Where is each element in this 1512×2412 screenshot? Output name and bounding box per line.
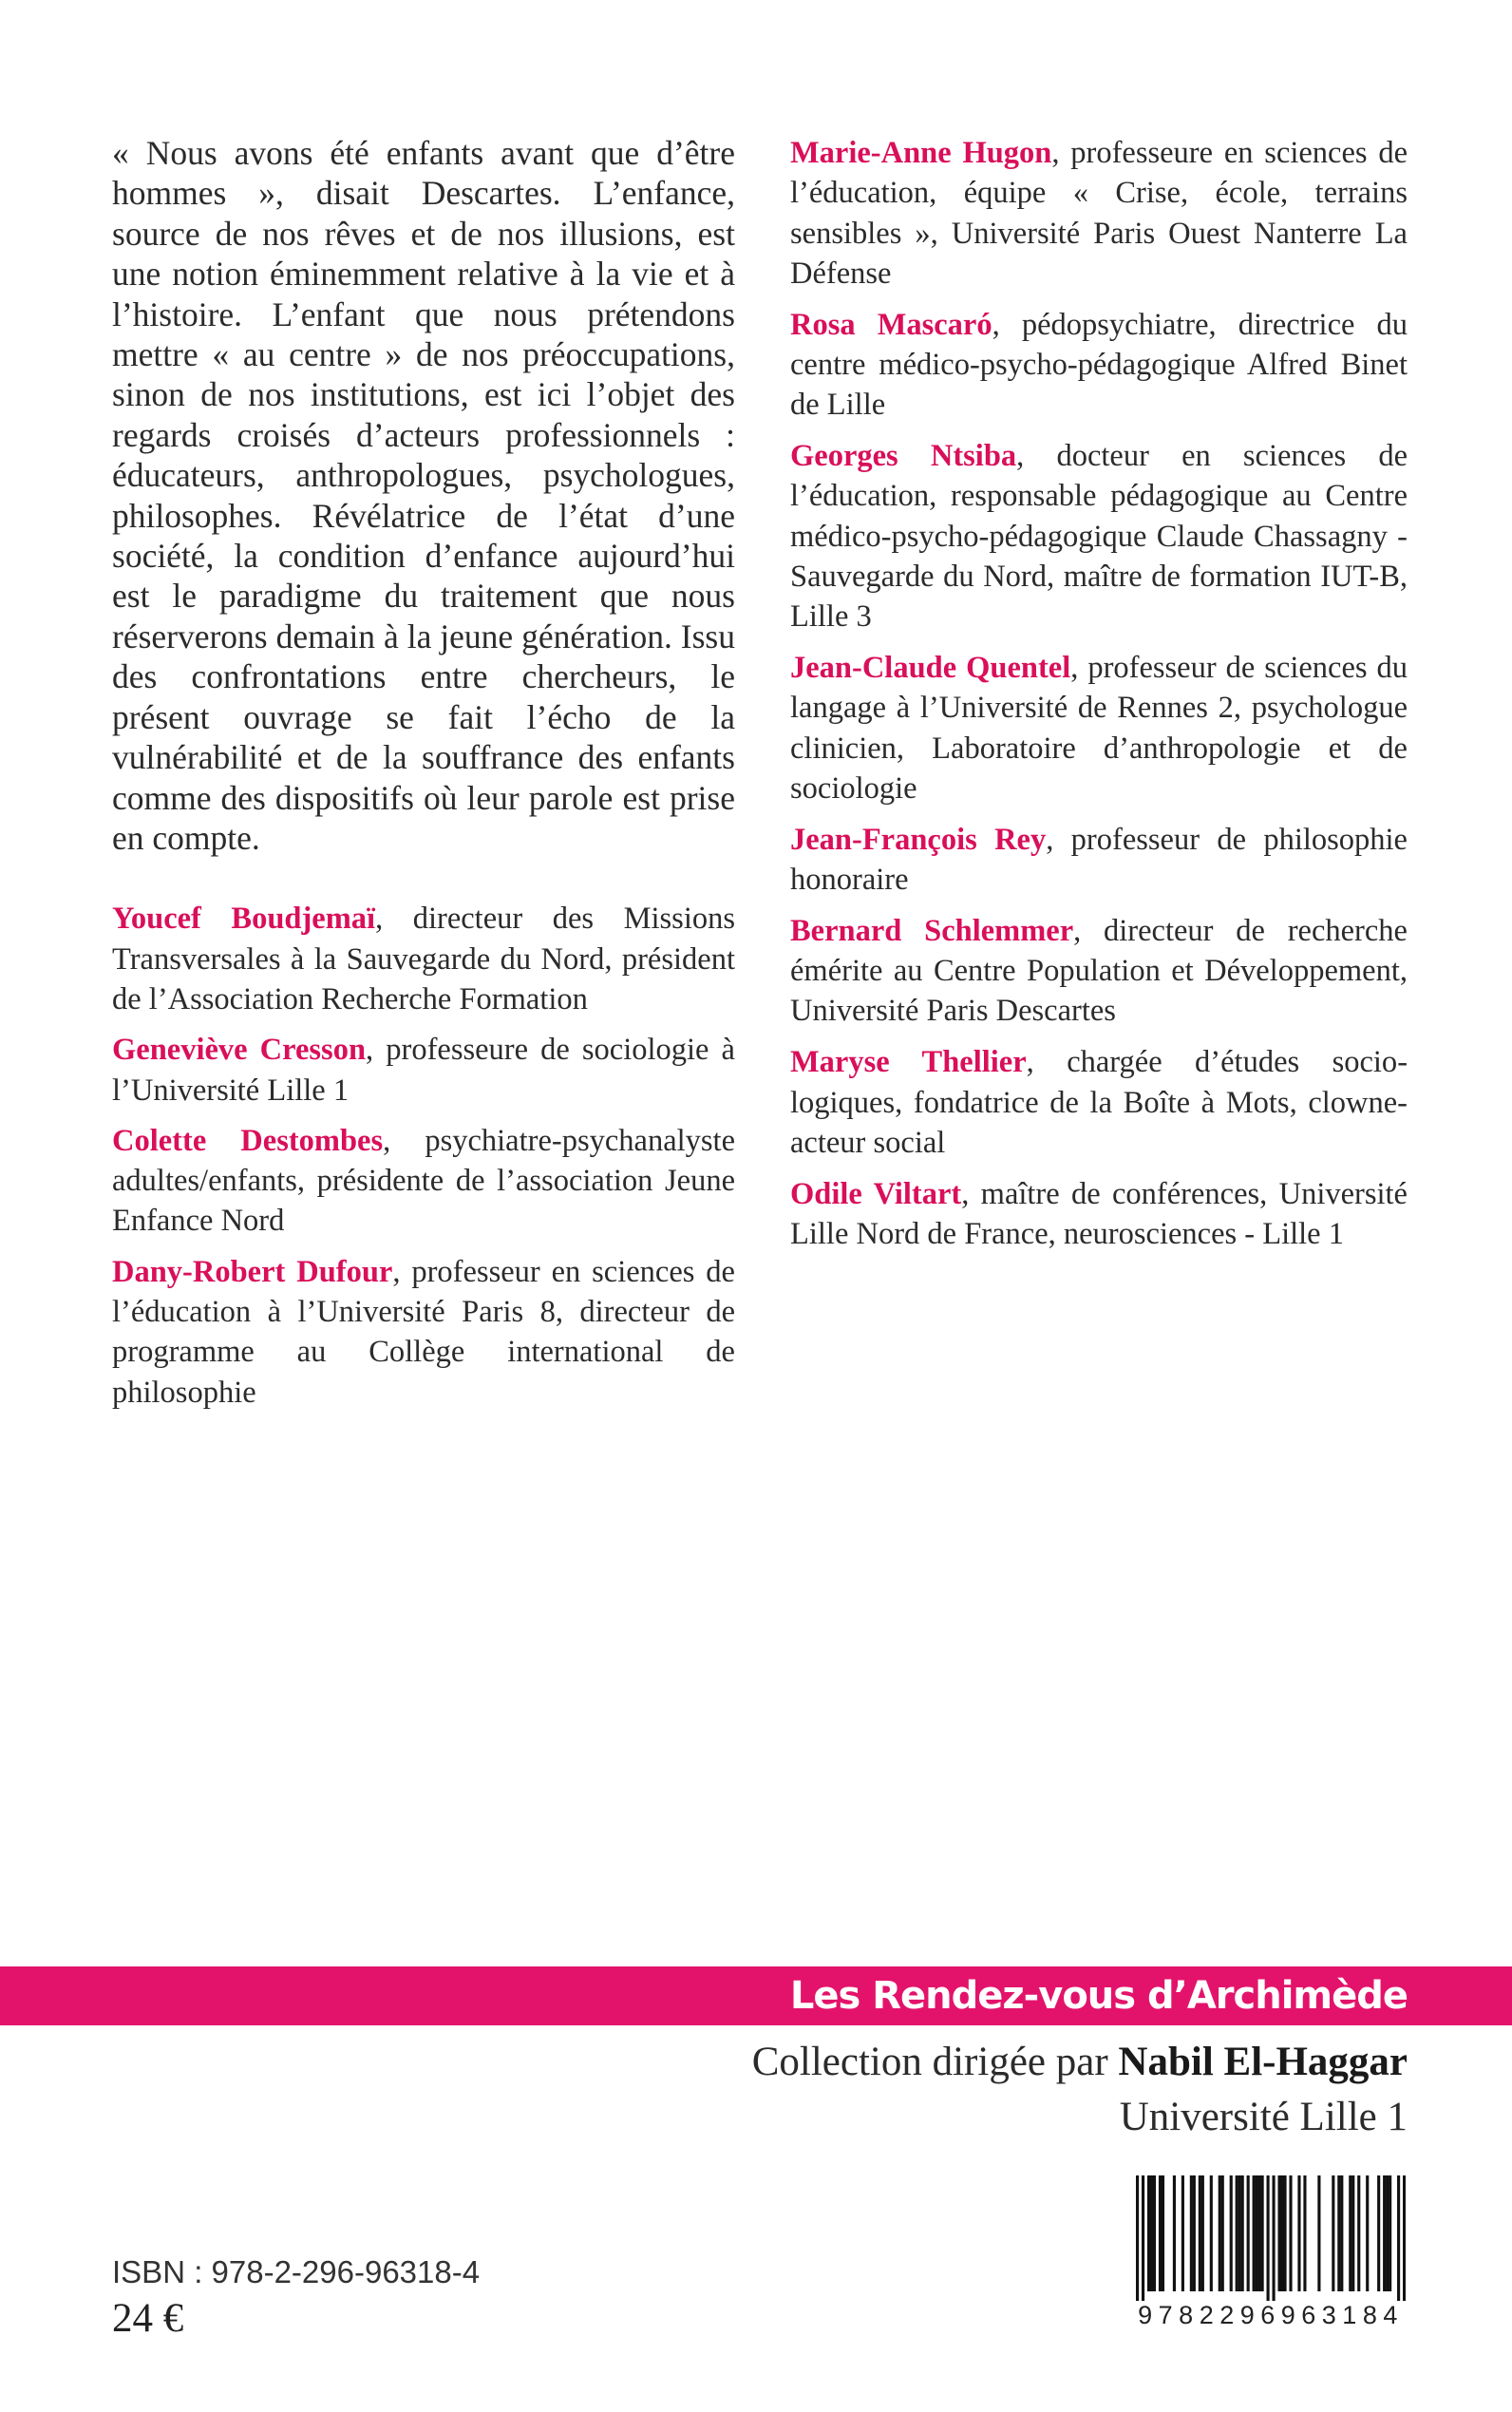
author-name: Bernard Schlemmer	[790, 913, 1074, 948]
barcode-bar	[1241, 2175, 1244, 2291]
series-banner	[0, 1966, 1512, 2025]
right-column	[790, 133, 1408, 1265]
author-entry	[112, 1252, 735, 1413]
barcode-bar	[1297, 2175, 1300, 2291]
barcode-bar	[1337, 2175, 1340, 2291]
barcode-bar	[1261, 2175, 1264, 2291]
author-description: , professeure en sciences de l’éducation, équipe « Crise, école, terrains sensibles », Université Paris Ouest Nanterre La Défense	[790, 136, 1408, 291]
author-entry	[790, 820, 1408, 901]
barcode-bar	[1210, 2175, 1213, 2291]
barcode-bar	[1142, 2175, 1144, 2301]
price-text: 24 €	[112, 2296, 184, 2341]
author-entry	[790, 1042, 1408, 1163]
author-entry	[790, 133, 1408, 294]
author-description: , maître de conférences, Université Lille Nord de France, neurosciences - Lille 1	[790, 1176, 1408, 1251]
barcode-bar	[1136, 2175, 1139, 2301]
barcode-bar	[1153, 2175, 1156, 2291]
barcode-bar	[1230, 2175, 1233, 2291]
author-description: , chargée d’études sociologiques, fondatrice de la Boîte à Mots, clowne-acteur social	[790, 1045, 1408, 1160]
barcode-bar	[1247, 2175, 1250, 2291]
barcode-bar	[1403, 2175, 1406, 2301]
barcode-bar	[1317, 2175, 1320, 2291]
author-entry	[790, 436, 1408, 636]
barcode-bar	[1332, 2175, 1334, 2291]
barcode-bar	[1280, 2175, 1283, 2291]
author-name: Georges Ntsiba	[790, 439, 1017, 474]
barcode-bar	[1219, 2175, 1221, 2291]
barcode-bar	[1253, 2175, 1256, 2291]
author-name: Jean-François Rey	[790, 822, 1047, 857]
barcode-bar	[1340, 2175, 1343, 2291]
author-entry	[112, 899, 735, 1019]
left-column	[112, 133, 735, 1423]
barcode-bar	[1236, 2175, 1238, 2291]
barcode-bar	[1199, 2175, 1201, 2291]
author-name: Marie-Anne Hugon	[790, 136, 1052, 170]
barcode-bar	[1366, 2175, 1369, 2291]
author-name: Colette Destombes	[112, 1123, 384, 1158]
barcode-bar	[1147, 2175, 1150, 2291]
back-cover-blurb: « Nous avons été enfants avant que d’être hommes », disait Descartes. L’enfance, source de nos rêves et de nos illusions, est une notion éminemment relative à la vie et à l’histoire. L’enfant que nous prétendons mettre « au centre » de nos préoccupations, sinon de nos institutions, est ici l’objet des regards croisés d’acteurs professionnels : éducateurs, anthropologues, psychologues, philosophes. Révélatrice de l’état d’une société, la condition d’enfance aujourd’hui est le paradigme du traitement que nous réserverons demain à la jeune génération. Issu des confrontations entre chercheurs, le présent ouvrage se fait l’écho de la vulnérabilité et de la souffrance des enfants comme des dispositifs où leur parole est prise en compte.	[112, 134, 735, 857]
author-name: Youcef Boudjemaï	[112, 902, 376, 937]
barcode-bar	[1289, 2175, 1292, 2291]
barcode-digits: 9782296963184	[1138, 2301, 1404, 2329]
barcode-bar	[1397, 2175, 1400, 2301]
series-title: Les Rendez-vous d’Archimède	[789, 1974, 1408, 2018]
barcode-bar	[1190, 2175, 1193, 2291]
barcode-bar	[1162, 2175, 1164, 2291]
barcode-bar	[1303, 2175, 1306, 2291]
author-entry	[790, 648, 1408, 808]
barcode-bar	[1221, 2175, 1224, 2291]
barcode-bar	[1201, 2175, 1204, 2291]
barcode-bar	[1383, 2175, 1386, 2291]
author-description: , pédopsychiatre, directrice du centre médico-psycho-pédagogique Alfred Binet de Lille	[790, 307, 1408, 423]
authors-list-left	[112, 899, 735, 1413]
author-description: , professeur de sciences du langage à l’Université de Rennes 2, psychologue clinicien, Laboratoire d’anthropologie et de sociologie	[790, 651, 1408, 806]
author-entry	[790, 911, 1408, 1032]
author-name: Jean-Claude Quentel	[790, 651, 1071, 686]
barcode-bar	[1386, 2175, 1389, 2291]
barcode-bar	[1349, 2175, 1351, 2291]
author-entry	[112, 1121, 735, 1242]
barcode-bar	[1377, 2175, 1380, 2291]
barcode-bar	[1351, 2175, 1354, 2291]
author-entry	[790, 305, 1408, 426]
author-name: Geneviève Cresson	[112, 1033, 367, 1068]
author-name: Rosa Mascaró	[790, 307, 992, 342]
barcode-bar	[1181, 2175, 1184, 2291]
collection-university: Université Lille 1	[1119, 2095, 1408, 2139]
author-description: , professeur de philosophie honoraire	[790, 822, 1408, 898]
barcode-bar	[1193, 2175, 1196, 2291]
author-name: Dany-Robert Dufour	[112, 1254, 393, 1289]
barcode	[1136, 2175, 1406, 2342]
barcode-bars	[1136, 2175, 1406, 2301]
barcode-bar	[1283, 2175, 1286, 2291]
barcode-bar	[1357, 2175, 1360, 2291]
barcode-bar	[1272, 2175, 1275, 2301]
author-description: , directeur des Missions Transversales à la Sauvegarde du Nord, président de l’Association Recherche Formation	[112, 902, 735, 1016]
collection-prefix: Collection dirigée par	[751, 2040, 1119, 2084]
barcode-bar	[1150, 2175, 1153, 2291]
author-description: , psychiatre-psychanalyste adultes/enfants, présidente de l’association Jeune Enfance Nord	[112, 1123, 735, 1239]
author-entry	[112, 1030, 735, 1111]
author-name: Maryse Thellier	[790, 1045, 1027, 1080]
author-entry	[790, 1174, 1408, 1255]
barcode-bar	[1173, 2175, 1176, 2291]
barcode-bar	[1277, 2175, 1280, 2291]
author-name: Odile Viltart	[790, 1176, 962, 1211]
author-description: , docteur en sciences de l’éducation, responsable pédagogique au Centre médico-psycho-pédagogique Claude Chassagny - Sauvegarde du Nord, maître de formation IUT-B, Lille 3	[790, 439, 1408, 635]
barcode-bar	[1267, 2175, 1270, 2301]
author-description: , professeur en sciences de l’éducation à l’Université Paris 8, directeur de programme au Collège international de philosophie	[112, 1254, 735, 1410]
author-description: , professeure de sociologie à l’Université Lille 1	[112, 1033, 735, 1108]
collection-director: Nabil El-Haggar	[1118, 2040, 1408, 2084]
barcode-bar	[1159, 2175, 1162, 2291]
barcode-bar	[1389, 2175, 1391, 2291]
collection-line	[752, 2039, 1408, 2086]
barcode-bar	[1256, 2175, 1258, 2291]
author-description: , directeur de recherche émérite au Centre Population et Développement, Université Paris Descartes	[790, 913, 1408, 1029]
barcode-bar	[1258, 2175, 1261, 2291]
isbn-text: ISBN : 978-2-296-96318-4	[112, 2254, 481, 2289]
barcode-bar	[1238, 2175, 1241, 2291]
